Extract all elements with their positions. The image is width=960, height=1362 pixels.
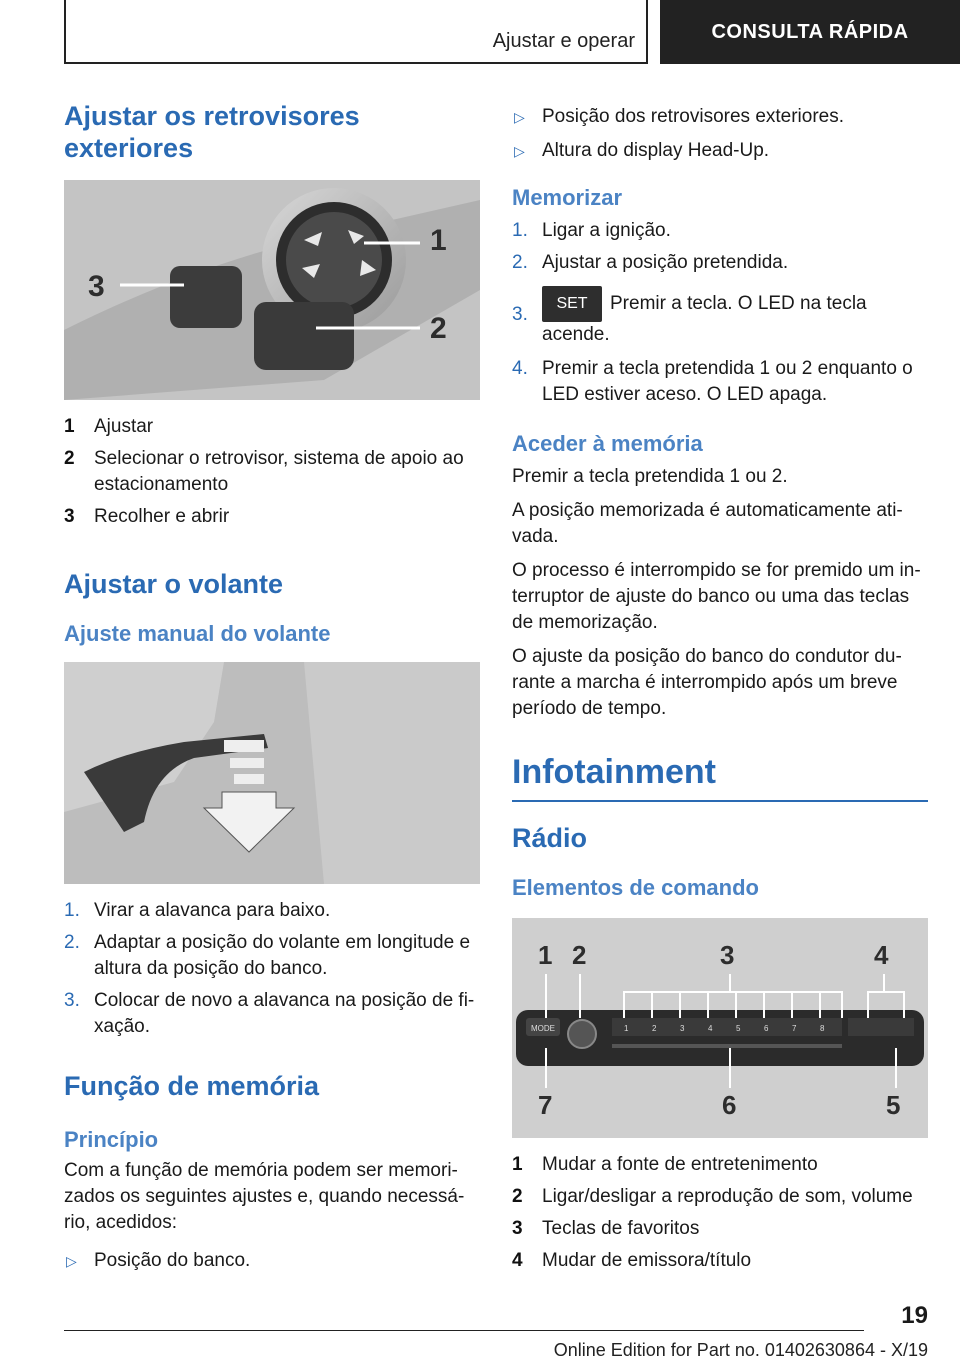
store-steps: [512, 218, 928, 408]
right-column: [512, 104, 928, 1274]
list-item: 2 Ligar/desligar a reprodução de som, volume: [512, 1186, 913, 1207]
triangle-bullet-icon: ▷: [514, 109, 525, 125]
access-para: O ajuste da posição do banco do condutor du-rante a marcha é interrompido após um breve período de tempo.: [512, 646, 902, 719]
access-para: Premir a tecla pretendida 1 ou 2.: [512, 466, 788, 487]
fig-label: 2: [572, 940, 587, 970]
principle-bullets: [64, 1248, 480, 1274]
mirrors-figure: [64, 180, 480, 400]
fig-label: 2: [430, 312, 447, 345]
mirror-controls-illustration: [64, 180, 480, 400]
fig-mode-label: MODE: [531, 1024, 555, 1033]
access-heading: Aceder à memória: [512, 431, 703, 456]
header-separator: [646, 0, 648, 64]
list-item: 1 Mudar a fonte de entretenimento: [512, 1154, 818, 1175]
radio-figure: [512, 918, 928, 1138]
manual-adjust-heading: Ajuste manual do volante: [64, 621, 331, 646]
left-column: [64, 100, 480, 1274]
radio-heading: Rádio: [512, 823, 588, 853]
memory-bullets: [512, 104, 928, 164]
list-item: 1. Virar a alavanca para baixo.: [64, 900, 331, 921]
controls-legend: [512, 1152, 928, 1274]
fig-label: 1: [538, 940, 553, 970]
fig-label: 3: [720, 940, 735, 970]
list-item: ▷ Posição dos retrovisores exteriores.: [512, 104, 928, 130]
fig-label: 7: [538, 1090, 553, 1120]
list-item: 2. Ajustar a posição pretendida.: [512, 252, 789, 273]
access-para: A posição memorizada é automaticamente ati-vada.: [512, 500, 903, 547]
quick-reference-tab[interactable]: CONSULTA RÁPIDA: [660, 0, 960, 64]
fig-label: 6: [722, 1090, 737, 1120]
list-item: 1 Ajustar: [64, 416, 154, 437]
principle-text: Com a função de memória podem ser memori-zados os seguintes ajustes e, quando necessá-rio, acedidos:: [64, 1160, 465, 1233]
triangle-bullet-icon: ▷: [514, 143, 525, 159]
list-item: 3. SET Premir a tecla. O LED na tecla acende.: [512, 286, 928, 348]
preset-label: 7: [792, 1024, 797, 1033]
list-item: 3 Recolher e abrir: [64, 506, 230, 527]
access-para: O processo é interrompido se for premido um in-terruptor de ajuste do banco ou uma das teclas de memorização.: [512, 560, 921, 633]
steering-figure: [64, 662, 480, 884]
list-item: 4 Mudar de emissora/título: [512, 1250, 752, 1271]
store-heading: Memorizar: [512, 185, 623, 210]
header-left-rule: [64, 0, 66, 64]
list-item: 2. Adaptar a posição do volante em longitude e altura da posição do banco.: [64, 932, 471, 979]
header-bottom-rule: [64, 62, 648, 64]
list-item: 4. Premir a tecla pretendida 1 ou 2 enquanto o LED estiver aceso. O LED apaga.: [512, 358, 913, 405]
steering-lever-illustration: [64, 662, 480, 884]
fig-label: 3: [88, 270, 105, 303]
set-key-icon: SET: [542, 286, 602, 322]
preset-label: 5: [736, 1024, 741, 1033]
mirrors-heading: Ajustar os retrovisores exteriores: [64, 101, 360, 163]
triangle-bullet-icon: ▷: [66, 1253, 77, 1269]
steering-steps: [64, 898, 480, 1040]
list-item: 1. Ligar a ignição.: [512, 220, 671, 241]
footer-rule: [64, 1330, 864, 1331]
preset-label: 3: [680, 1024, 685, 1033]
preset-label: 4: [708, 1024, 713, 1033]
fig-label: 4: [874, 940, 889, 970]
infotainment-heading: Infotainment: [512, 750, 928, 802]
mirrors-legend: [64, 414, 480, 530]
list-item: 3 Teclas de favoritos: [512, 1218, 700, 1239]
preset-label: 2: [652, 1024, 657, 1033]
chapter-title: Ajustar e operar: [492, 30, 635, 52]
fig-label: 5: [886, 1090, 901, 1120]
principle-heading: Princípio: [64, 1127, 159, 1152]
list-item: 3. Colocar de novo a alavanca na posição de fi-xação.: [64, 990, 475, 1037]
preset-label: 8: [820, 1024, 825, 1033]
preset-label: 1: [624, 1024, 629, 1033]
fig-label: 1: [430, 224, 447, 257]
controls-heading: Elementos de comando: [512, 875, 759, 900]
memory-heading: Função de memória: [64, 1071, 320, 1101]
page-number: 19: [901, 1302, 928, 1329]
list-item: ▷ Altura do display Head-Up.: [512, 138, 928, 164]
steering-wheel-heading: Ajustar o volante: [64, 569, 284, 599]
preset-label: 6: [764, 1024, 769, 1033]
radio-controls-illustration: [512, 918, 928, 1138]
edition-text: Online Edition for Part no. 01402630864 - X/19: [553, 1340, 928, 1360]
list-item: 2 Selecionar o retrovisor, sistema de apoio ao estacionamento: [64, 448, 464, 495]
list-item: ▷ Posição do banco.: [64, 1248, 480, 1274]
